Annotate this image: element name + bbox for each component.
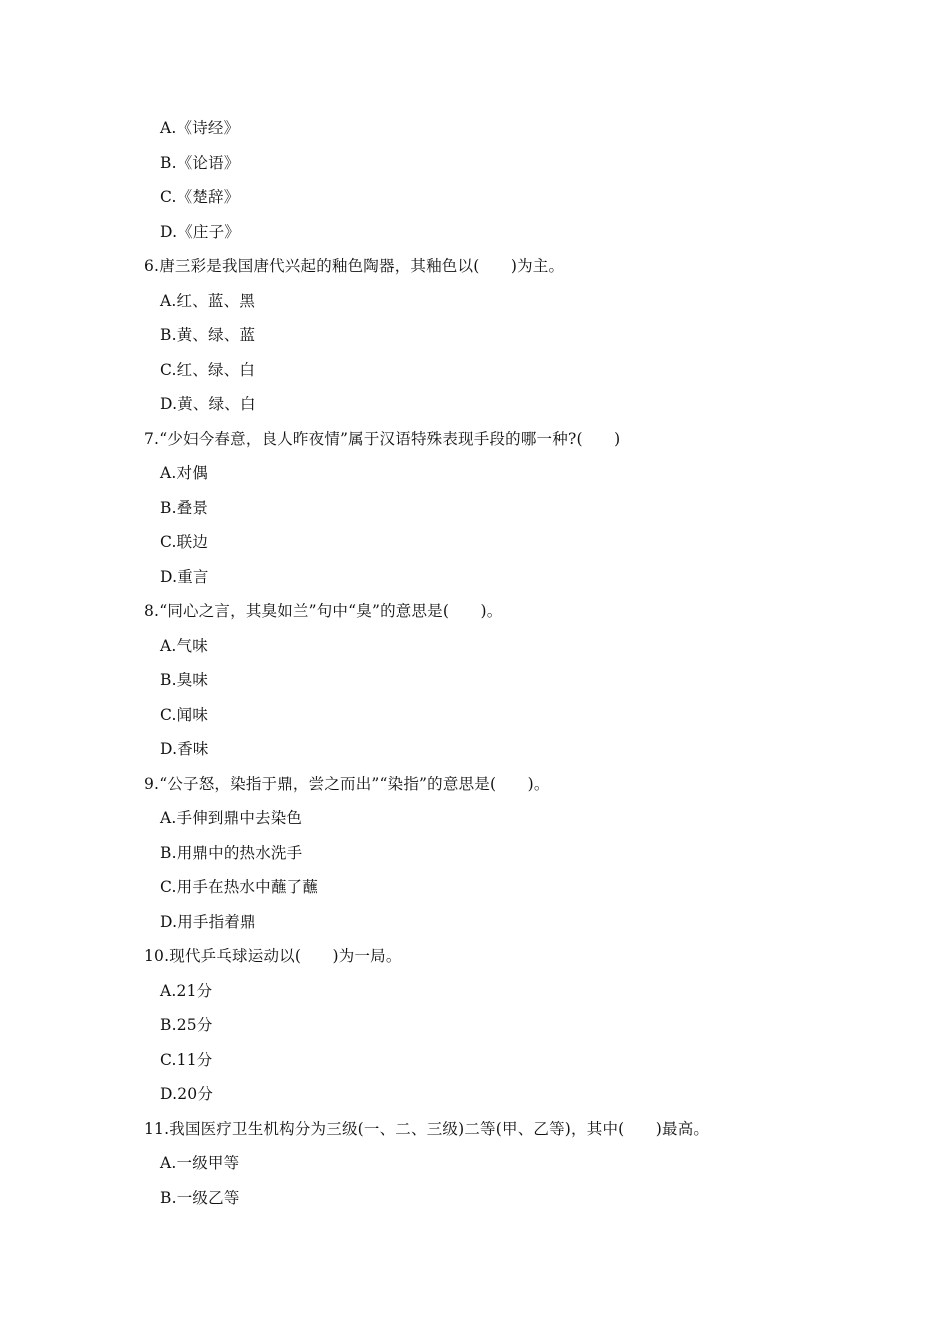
- q6-option-b: B.黄、绿、蓝: [160, 326, 256, 344]
- q6-option-a: A.红、蓝、黑: [160, 292, 256, 310]
- q7-option-c: C.联边: [160, 533, 209, 551]
- q11-option-b: B.一级乙等: [160, 1189, 240, 1207]
- q9-stem: 9.“公子怒，染指于鼎，尝之而出”“染指”的意思是( )。: [144, 775, 550, 793]
- q10-stem: 10.现代乒乓球运动以( )为一局。: [144, 947, 402, 965]
- q10-option-a: A.21分: [160, 982, 213, 1000]
- q7-option-b: B.叠景: [160, 499, 209, 517]
- q6-option-d: D.黄、绿、白: [160, 395, 256, 413]
- q7-option-d: D.重言: [160, 568, 209, 586]
- q9-option-b: B.用鼎中的热水洗手: [160, 844, 303, 862]
- q5-option-d: D.《庄子》: [160, 223, 241, 241]
- q5-option-c: C.《楚辞》: [160, 188, 240, 206]
- q10-option-b: B.25分: [160, 1016, 213, 1034]
- q9-option-a: A.手伸到鼎中去染色: [160, 809, 303, 827]
- q8-option-b: B.臭味: [160, 671, 209, 689]
- q6-stem: 6.唐三彩是我国唐代兴起的釉色陶器，其釉色以( )为主。: [144, 257, 565, 275]
- q11-stem: 11.我国医疗卫生机构分为三级(一、二、三级)二等(甲、乙等)，其中( )最高。: [144, 1120, 710, 1138]
- q8-option-a: A.气味: [160, 637, 208, 655]
- q9-option-d: D.用手指着鼎: [160, 913, 256, 931]
- q7-option-a: A.对偶: [160, 464, 208, 482]
- q8-option-d: D.香味: [160, 740, 209, 758]
- q10-option-d: D.20分: [160, 1085, 214, 1103]
- q9-option-c: C.用手在热水中蘸了蘸: [160, 878, 318, 896]
- q5-option-b: B.《论语》: [160, 154, 240, 172]
- q7-stem: 7.“少妇今春意，良人昨夜情”属于汉语特殊表现手段的哪一种?( ): [144, 430, 621, 448]
- q8-option-c: C.闻味: [160, 706, 209, 724]
- q5-option-a: A.《诗经》: [160, 119, 240, 137]
- q11-option-a: A.一级甲等: [160, 1154, 240, 1172]
- q6-option-c: C.红、绿、白: [160, 361, 256, 379]
- q8-stem: 8.“同心之言，其臭如兰”句中“臭”的意思是( )。: [144, 602, 503, 620]
- q10-option-c: C.11分: [160, 1051, 213, 1069]
